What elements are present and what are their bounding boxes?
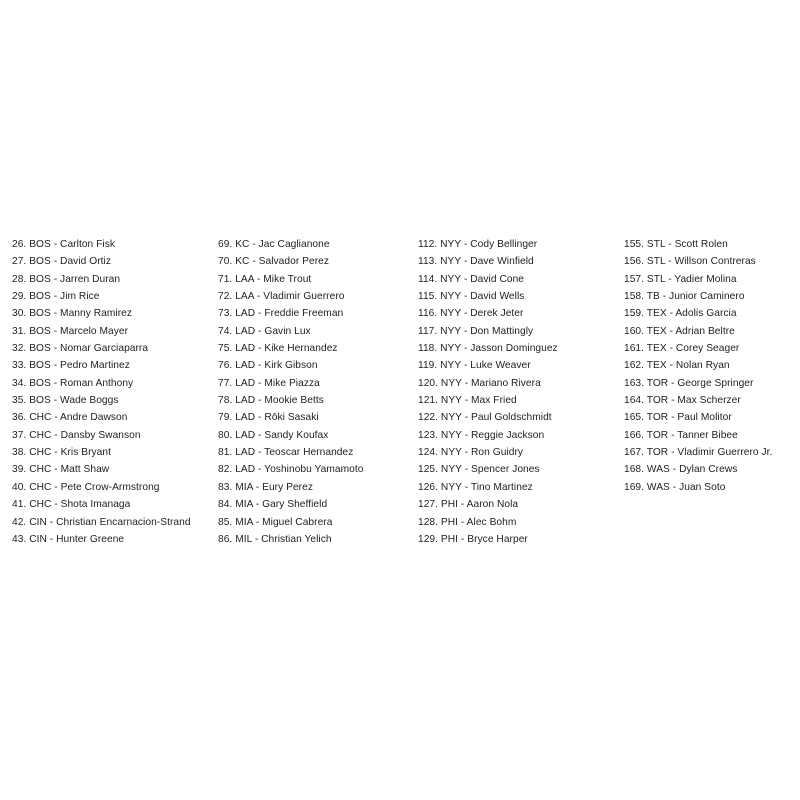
list-column-4 — [624, 236, 772, 496]
list-item: 162. TEX - Nolan Ryan — [624, 360, 730, 372]
list-item: 127. PHI - Aaron Nola — [418, 499, 519, 511]
list-item: 122. NYY - Paul Goldschmidt — [418, 412, 552, 424]
list-item: 31. BOS - Marcelo Mayer — [12, 325, 129, 337]
list-item: 112. NYY - Cody Bellinger — [418, 239, 538, 250]
list-item: 36. CHC - Andre Dawson — [12, 412, 128, 424]
list-item: 38. CHC - Kris Bryant — [12, 447, 111, 459]
list-column-2 — [218, 236, 363, 548]
list-item: 165. TOR - Paul Molitor — [624, 412, 732, 424]
list-item: 39. CHC - Matt Shaw — [12, 464, 110, 476]
list-item: 79. LAD - Rōki Sasaki — [218, 412, 319, 424]
list-item: 33. BOS - Pedro Martinez — [12, 360, 130, 372]
list-item: 73. LAD - Freddie Freeman — [218, 308, 344, 320]
list-item: 115. NYY - David Wells — [418, 291, 525, 303]
list-item: 80. LAD - Sandy Koufax — [218, 429, 329, 441]
list-column-3 — [418, 236, 558, 548]
list-item: 76. LAD - Kirk Gibson — [218, 360, 318, 372]
list-column-1 — [12, 236, 191, 548]
list-item: 40. CHC - Pete Crow-Armstrong — [12, 481, 160, 493]
list-item: 166. TOR - Tanner Bibee — [624, 429, 738, 441]
list-item: 29. BOS - Jim Rice — [12, 291, 100, 303]
list-item: 161. TEX - Corey Seager — [624, 343, 740, 355]
list-item: 72. LAA - Vladimir Guerrero — [218, 291, 345, 303]
list-item: 121. NYY - Max Fried — [418, 395, 517, 407]
list-item: 120. NYY - Mariano Rivera — [418, 377, 541, 389]
list-item: 28. BOS - Jarren Duran — [12, 273, 121, 285]
list-item: 43. CIN - Hunter Greene — [12, 533, 125, 545]
list-item: 123. NYY - Reggie Jackson — [418, 429, 545, 441]
list-item: 168. WAS - Dylan Crews — [624, 464, 738, 476]
list-item: 83. MIA - Eury Perez — [218, 481, 313, 493]
list-item: 37. CHC - Dansby Swanson — [12, 429, 141, 441]
list-item: 169. WAS - Juan Soto — [624, 481, 726, 493]
list-item: 42. CIN - Christian Encarnacion-Strand — [12, 516, 191, 528]
list-item: 34. BOS - Roman Anthony — [12, 377, 134, 389]
list-item: 114. NYY - David Cone — [418, 273, 524, 285]
list-item: 157. STL - Yadier Molina — [624, 273, 737, 285]
list-item: 30. BOS - Manny Ramirez — [12, 308, 133, 320]
list-item: 74. LAD - Gavin Lux — [218, 325, 311, 337]
player-list — [0, 236, 800, 556]
list-item: 125. NYY - Spencer Jones — [418, 464, 540, 476]
list-item: 78. LAD - Mookie Betts — [218, 395, 324, 407]
list-item: 129. PHI - Bryce Harper — [418, 533, 528, 545]
list-item: 85. MIA - Miguel Cabrera — [218, 516, 333, 528]
list-item: 159. TEX - Adolis Garcia — [624, 308, 737, 320]
list-item: 163. TOR - George Springer — [624, 377, 754, 389]
list-item: 69. KC - Jac Caglianone — [218, 239, 330, 250]
list-item: 156. STL - Willson Contreras — [624, 256, 756, 268]
list-item: 86. MIL - Christian Yelich — [218, 533, 332, 545]
list-item: 35. BOS - Wade Boggs — [12, 395, 119, 407]
list-item: 70. KC - Salvador Perez — [218, 256, 329, 268]
list-item: 71. LAA - Mike Trout — [218, 273, 312, 285]
list-item: 81. LAD - Teoscar Hernandez — [218, 447, 354, 459]
list-item: 75. LAD - Kike Hernandez — [218, 343, 338, 355]
list-item: 117. NYY - Don Mattingly — [418, 325, 534, 337]
list-item: 119. NYY - Luke Weaver — [418, 360, 531, 372]
list-item: 84. MIA - Gary Sheffield — [218, 499, 328, 511]
list-item: 118. NYY - Jasson Dominguez — [418, 343, 558, 355]
list-item: 27. BOS - David Ortiz — [12, 256, 111, 268]
list-item: 116. NYY - Derek Jeter — [418, 308, 524, 320]
list-item: 113. NYY - Dave Winfield — [418, 256, 534, 268]
list-item: 77. LAD - Mike Piazza — [218, 377, 320, 389]
list-item: 82. LAD - Yoshinobu Yamamoto — [218, 464, 364, 476]
list-item: 126. NYY - Tino Martinez — [418, 481, 533, 493]
list-item: 41. CHC - Shota Imanaga — [12, 499, 131, 511]
list-item: 160. TEX - Adrian Beltre — [624, 325, 735, 337]
list-item: 155. STL - Scott Rolen — [624, 239, 728, 250]
list-item: 26. BOS - Carlton Fisk — [12, 239, 116, 250]
list-item: 167. TOR - Vladimir Guerrero Jr. — [624, 447, 773, 459]
list-item: 32. BOS - Nomar Garciaparra — [12, 343, 149, 355]
list-item: 158. TB - Junior Caminero — [624, 291, 745, 303]
list-item: 124. NYY - Ron Guidry — [418, 447, 524, 459]
list-item: 128. PHI - Alec Bohm — [418, 516, 517, 528]
list-item: 164. TOR - Max Scherzer — [624, 395, 741, 407]
